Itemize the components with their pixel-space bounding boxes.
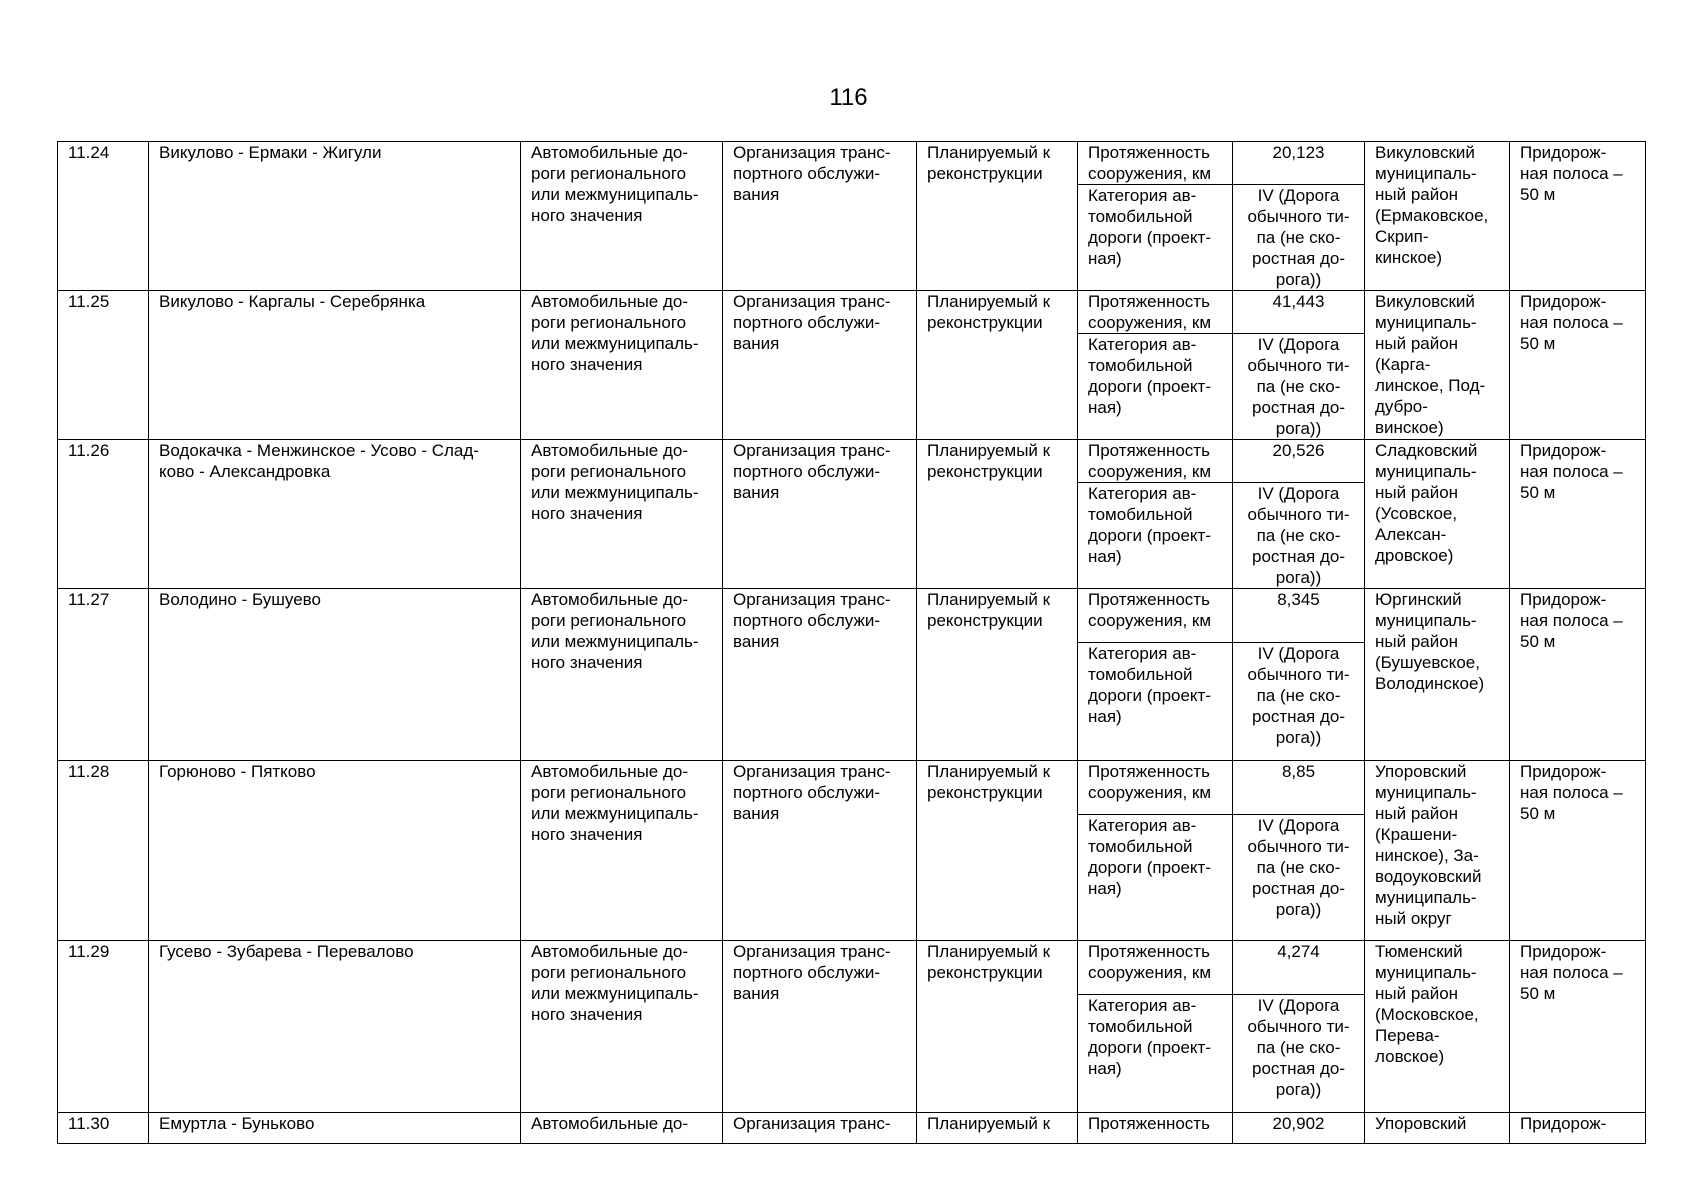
param-category-value: IV (Дорога обычного ти- па (не ско- ростная до- рога))	[1233, 815, 1365, 941]
object-status: Планируемый к реконструкции	[917, 941, 1078, 1113]
object-location: Сладковский муниципаль- ный район (Усовское, Алексан- дровское)	[1365, 440, 1510, 589]
object-purpose: Организация транс- портного обслужи- вания	[723, 142, 917, 291]
protection-zone: Придорож- ная полоса – 50 м	[1510, 440, 1646, 589]
protection-zone: Придорож- ная полоса – 50 м	[1510, 142, 1646, 291]
table-row	[58, 761, 1646, 815]
protection-zone: Придорож- ная полоса – 50 м	[1510, 761, 1646, 941]
object-status: Планируемый к реконструкции	[917, 142, 1078, 291]
param-length-value: 20,526	[1233, 440, 1365, 483]
param-category-label: Категория ав- томобильной дороги (проект- ная)	[1078, 815, 1233, 941]
param-length-label: Протяженность сооружения, км	[1078, 291, 1233, 334]
road-name: Володино - Бушуево	[149, 589, 521, 761]
table-row	[58, 440, 1646, 483]
param-length-value: 41,443	[1233, 291, 1365, 334]
road-name: Горюново - Пятково	[149, 761, 521, 941]
table-row	[58, 941, 1646, 995]
object-status: Планируемый к реконструкции	[917, 761, 1078, 941]
object-status: Планируемый к реконструкции	[917, 291, 1078, 440]
param-category-label: Категория ав- томобильной дороги (проект- ная)	[1078, 185, 1233, 291]
object-purpose: Организация транс- портного обслужи- вания	[723, 761, 917, 941]
row-number: 11.27	[58, 589, 149, 761]
road-name: Викулово - Ермаки - Жигули	[149, 142, 521, 291]
row-number: 11.25	[58, 291, 149, 440]
param-length-value: 20,123	[1233, 142, 1365, 185]
object-status: Планируемый к	[917, 1113, 1078, 1144]
row-number: 11.29	[58, 941, 149, 1113]
road-name: Викулово - Каргалы - Серебрянка	[149, 291, 521, 440]
param-category-label: Категория ав- томобильной дороги (проект- ная)	[1078, 483, 1233, 589]
object-purpose: Организация транс- портного обслужи- вания	[723, 589, 917, 761]
object-location: Упоровский	[1365, 1113, 1510, 1144]
object-type: Автомобильные до-	[521, 1113, 723, 1144]
protection-zone: Придорож-	[1510, 1113, 1646, 1144]
table-row	[58, 291, 1646, 334]
object-type: Автомобильные до- роги регионального или межмуниципаль- ного значения	[521, 941, 723, 1113]
protection-zone: Придорож- ная полоса – 50 м	[1510, 291, 1646, 440]
row-number: 11.24	[58, 142, 149, 291]
object-purpose: Организация транс-	[723, 1113, 917, 1144]
param-length-label: Протяженность сооружения, км	[1078, 440, 1233, 483]
param-length-label: Протяженность	[1078, 1113, 1233, 1144]
row-number: 11.28	[58, 761, 149, 941]
object-location: Тюменский муниципаль- ный район (Московское, Перева- ловское)	[1365, 941, 1510, 1113]
object-status: Планируемый к реконструкции	[917, 589, 1078, 761]
object-purpose: Организация транс- портного обслужи- вания	[723, 941, 917, 1113]
object-location: Упоровский муниципаль- ный район (Крашени- нинское), За- водоуковский муниципаль- ный округ	[1365, 761, 1510, 941]
object-purpose: Организация транс- портного обслужи- вания	[723, 291, 917, 440]
param-length-label: Протяженность сооружения, км	[1078, 761, 1233, 815]
protection-zone: Придорож- ная полоса – 50 м	[1510, 589, 1646, 761]
page-number: 116	[829, 84, 868, 111]
road-name: Гусево - Зубарева - Перевалово	[149, 941, 521, 1113]
object-location: Юргинский муниципаль- ный район (Бушуевское, Володинское)	[1365, 589, 1510, 761]
param-category-value: IV (Дорога обычного ти- па (не ско- ростная до- рога))	[1233, 334, 1365, 440]
row-number: 11.30	[58, 1113, 149, 1144]
param-category-value: IV (Дорога обычного ти- па (не ско- ростная до- рога))	[1233, 643, 1365, 761]
param-length-value: 20,902	[1233, 1113, 1365, 1144]
table-row	[58, 589, 1646, 643]
table-body	[58, 142, 1646, 1144]
param-category-label: Категория ав- томобильной дороги (проект- ная)	[1078, 995, 1233, 1113]
param-length-label: Протяженность сооружения, км	[1078, 941, 1233, 995]
param-length-value: 8,85	[1233, 761, 1365, 815]
object-type: Автомобильные до- роги регионального или межмуниципаль- ного значения	[521, 291, 723, 440]
road-name: Емуртла - Буньково	[149, 1113, 521, 1144]
object-status: Планируемый к реконструкции	[917, 440, 1078, 589]
object-type: Автомобильные до- роги регионального или межмуниципаль- ного значения	[521, 761, 723, 941]
param-length-value: 8,345	[1233, 589, 1365, 643]
param-category-value: IV (Дорога обычного ти- па (не ско- ростная до- рога))	[1233, 185, 1365, 291]
roads-table	[57, 141, 1646, 1144]
row-number: 11.26	[58, 440, 149, 589]
param-category-value: IV (Дорога обычного ти- па (не ско- ростная до- рога))	[1233, 483, 1365, 589]
param-length-label: Протяженность сооружения, км	[1078, 142, 1233, 185]
object-type: Автомобильные до- роги регионального или межмуниципаль- ного значения	[521, 440, 723, 589]
protection-zone: Придорож- ная полоса – 50 м	[1510, 941, 1646, 1113]
object-location: Викуловский муниципаль- ный район (Карга- линское, Под- дубро- винское)	[1365, 291, 1510, 440]
param-category-label: Категория ав- томобильной дороги (проект- ная)	[1078, 334, 1233, 440]
object-purpose: Организация транс- портного обслужи- вания	[723, 440, 917, 589]
object-type: Автомобильные до- роги регионального или межмуниципаль- ного значения	[521, 589, 723, 761]
object-type: Автомобильные до- роги регионального или межмуниципаль- ного значения	[521, 142, 723, 291]
table-row	[58, 142, 1646, 185]
road-name: Водокачка - Менжинское - Усово - Слад- ково - Александровка	[149, 440, 521, 589]
param-category-value: IV (Дорога обычного ти- па (не ско- ростная до- рога))	[1233, 995, 1365, 1113]
table-row-partial	[58, 1113, 1646, 1144]
object-location: Викуловский муниципаль- ный район (Ермаковское, Скрип- кинское)	[1365, 142, 1510, 291]
param-length-label: Протяженность сооружения, км	[1078, 589, 1233, 643]
param-length-value: 4,274	[1233, 941, 1365, 995]
param-category-label: Категория ав- томобильной дороги (проект- ная)	[1078, 643, 1233, 761]
